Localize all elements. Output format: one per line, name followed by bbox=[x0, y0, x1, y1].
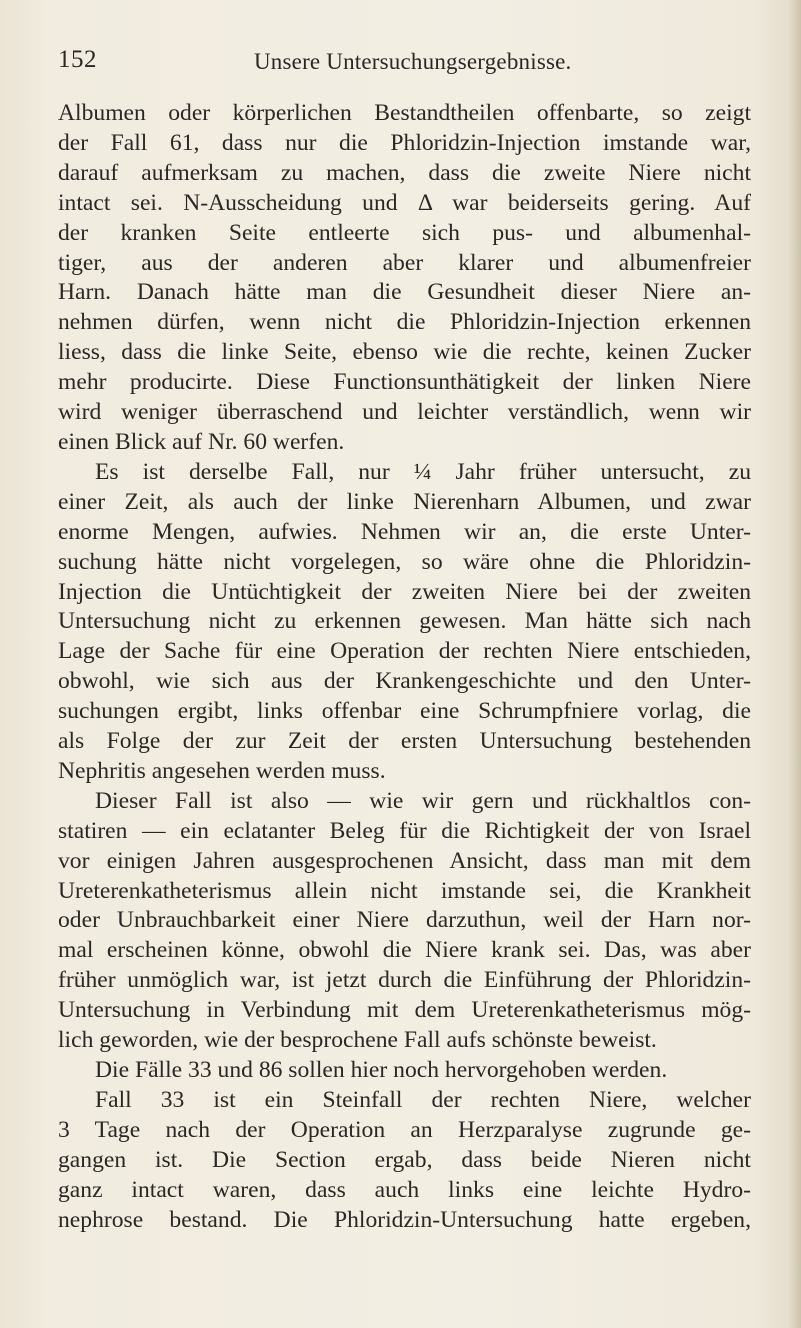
text-line: nephrose bestand. Die Phloridzin-Untersuchung hatte ergeben, bbox=[58, 1206, 751, 1233]
page-header bbox=[58, 46, 748, 86]
text-line: statiren — ein eclatanter Beleg für die Richtigkeit der von Israel bbox=[58, 817, 751, 844]
text-line: Fall 33 ist ein Steinfall der rechten Niere, welcher bbox=[95, 1086, 751, 1113]
text-line: Dieser Fall ist also — wie wir gern und rückhaltlos con- bbox=[95, 787, 751, 814]
page-edge-shadow bbox=[789, 0, 801, 1328]
text-line: Die Fälle 33 und 86 sollen hier noch hervorgehoben werden. bbox=[95, 1057, 668, 1083]
text-line: Untersuchung in Verbindung mit dem Ureterenkatheterismus mög- bbox=[58, 997, 751, 1024]
text-line: Es ist derselbe Fall, nur ¼ Jahr früher untersucht, zu bbox=[95, 458, 751, 485]
text-line: mal erscheinen könne, obwohl die Niere krank sei. Das, was aber bbox=[58, 937, 751, 964]
text-line: einen Blick auf Nr. 60 werfen. bbox=[58, 428, 345, 455]
running-head: Unsere Untersuchungsergebnisse. bbox=[254, 49, 572, 74]
page-number: 152 bbox=[58, 46, 97, 73]
text-line: 3 Tage nach der Operation an Herzparalyse zugrunde ge- bbox=[58, 1116, 751, 1143]
text-line: Injection die Untüchtigkeit der zweiten Niere bei der zweiten bbox=[58, 578, 751, 605]
text-line: vor einigen Jahren ausgesprochenen Ansicht, dass man mit dem bbox=[58, 847, 751, 874]
text-line: Ureterenkatheterismus allein nicht imstande sei, die Krankheit bbox=[58, 877, 751, 904]
text-line: Harn. Danach hätte man die Gesundheit dieser Niere an- bbox=[58, 279, 751, 306]
text-line: suchung hätte nicht vorgelegen, so wäre ohne die Phloridzin- bbox=[58, 548, 751, 575]
text-line: Nephritis angesehen werden muss. bbox=[58, 757, 386, 784]
text-line: nehmen dürfen, wenn nicht die Phloridzin-Injection erkennen bbox=[58, 309, 751, 336]
text-line: der Fall 61, dass nur die Phloridzin-Injection imstande war, bbox=[58, 129, 751, 156]
text-line: tiger, aus der anderen aber klarer und albumenfreier bbox=[58, 249, 751, 276]
text-line: enorme Mengen, aufwies. Nehmen wir an, die erste Unter- bbox=[58, 518, 751, 545]
text-line: Albumen oder körperlichen Bestandtheilen offenbarte, so zeigt bbox=[58, 100, 751, 126]
text-line: früher unmöglich war, ist jetzt durch die Einführung der Phloridzin- bbox=[58, 967, 751, 994]
text-line: obwohl, wie sich aus der Krankengeschichte und den Unter- bbox=[58, 668, 751, 695]
text-line: Untersuchung nicht zu erkennen gewesen. Man hätte sich nach bbox=[58, 608, 751, 635]
text-line: mehr producirte. Diese Functionsunthätigkeit der linken Niere bbox=[58, 369, 751, 396]
text-line: wird weniger überraschend und leichter verständlich, wenn wir bbox=[58, 399, 751, 426]
text-line: der kranken Seite entleerte sich pus- und albumenhal- bbox=[58, 219, 751, 246]
text-line: ganz intact waren, dass auch links eine leichte Hydro- bbox=[58, 1176, 751, 1203]
body-text bbox=[58, 99, 751, 1235]
text-line: als Folge der zur Zeit der ersten Untersuchung bestehenden bbox=[58, 728, 751, 755]
text-line: Lage der Sache für eine Operation der rechten Niere entschieden, bbox=[58, 638, 751, 665]
text-line: intact sei. N-Ausscheidung und Δ war beiderseits gering. Auf bbox=[58, 189, 751, 216]
text-line: oder Unbrauchbarkeit einer Niere darzuthun, weil der Harn nor- bbox=[58, 907, 751, 934]
text-line: liess, dass die linke Seite, ebenso wie die rechte, keinen Zucker bbox=[58, 339, 751, 366]
text-line: gangen ist. Die Section ergab, dass beide Nieren nicht bbox=[58, 1146, 751, 1173]
text-line: suchungen ergibt, links offenbar eine Schrumpfniere vorlag, die bbox=[58, 698, 751, 725]
text-line: darauf aufmerksam zu machen, dass die zweite Niere nicht bbox=[58, 159, 751, 186]
text-line: einer Zeit, als auch der linke Nierenharn Albumen, und zwar bbox=[58, 488, 751, 515]
text-line: lich geworden, wie der besprochene Fall aufs schönste beweist. bbox=[58, 1027, 657, 1054]
